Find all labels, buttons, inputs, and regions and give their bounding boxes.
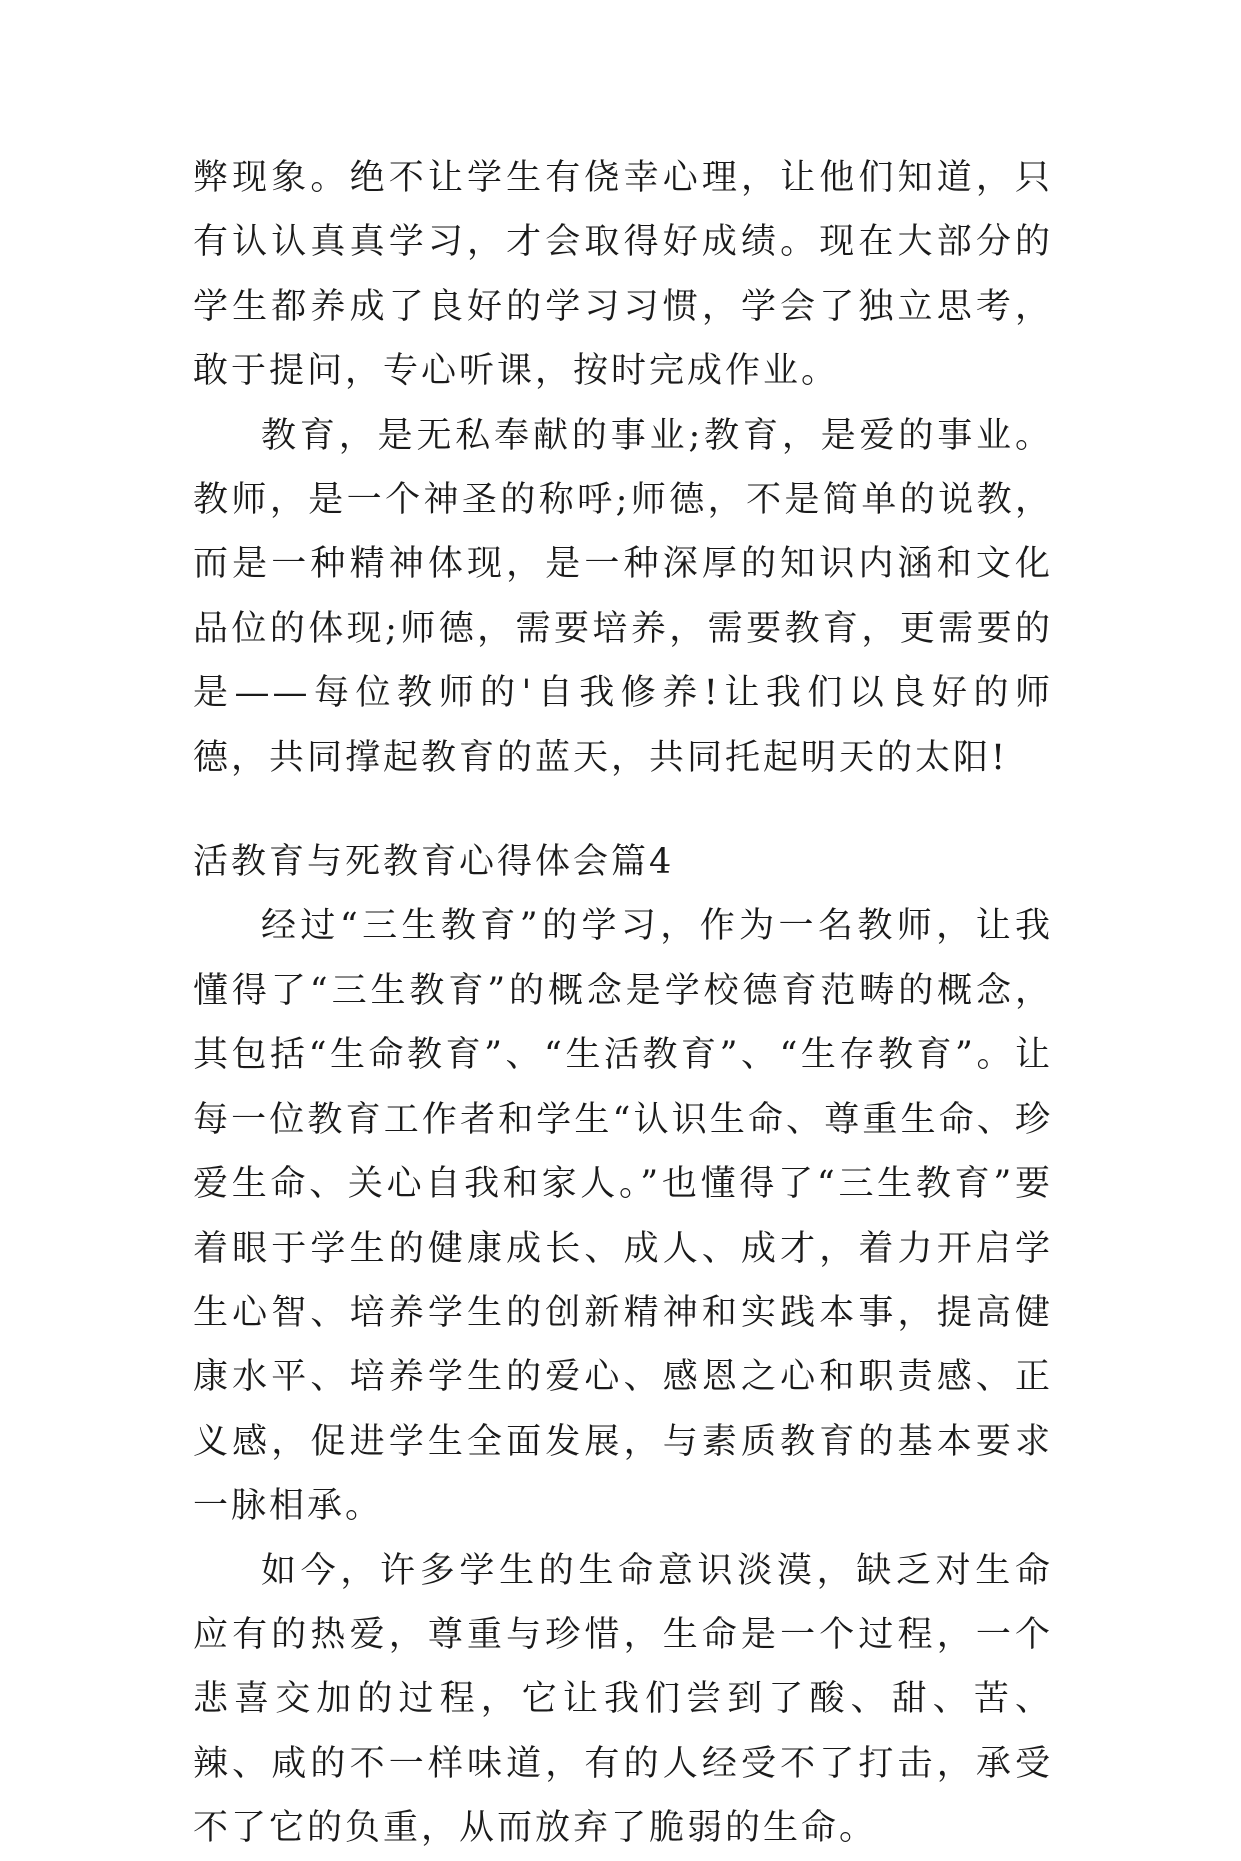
body-paragraph-4: 如今，许多学生的生命意识淡漠，缺乏对生命应有的热爱，尊重与珍惜，生命是一个过程，一个悲喜交加的过程，它让我们尝到了酸、甜、苦、辣、咸的不一样味道，有的人经受不了打击，承受不了它的负重，从而放弃了脆弱的生命。 bbox=[193, 1550, 1053, 1849]
body-paragraph-3: 经过“三生教育”的学习，作为一名教师，让我懂得了“三生教育”的概念是学校德育范畴的概念，其包括“生命教育”、“生活教育”、“生存教育”。让每一位教育工作者和学生“认识生命、尊重生命、珍爱生命、关心自我和家人。”也懂得了“三生教育”要着眼于学生的健康成长、成人、成才，着力开启学生心智、培养学生的创新精神和实践本事，提高健康水平、培养学生的爱心、感恩之心和职责感、正义感，促进学生全面发展，与素质教育的基本要求一脉相承。 bbox=[193, 906, 1053, 1527]
section-heading: 活教育与死教育心得体会篇4 bbox=[193, 842, 675, 883]
document-body bbox=[193, 146, 1053, 1861]
body-paragraph-1: 弊现象。绝不让学生有侥幸心理，让他们知道，只有认认真真学习，才会取得好成绩。现在大部分的学生都养成了良好的学习习惯，学会了独立思考，敢于提问，专心听课，按时完成作业。 bbox=[193, 158, 1053, 392]
body-paragraph-2: 教育，是无私奉献的事业;教育，是爱的事业。教师，是一个神圣的称呼;师德，不是简单的说教，而是一种精神体现，是一种深厚的知识内涵和文化品位的体现;师德，需要培养，需要教育，更需要的是——每位教师的'自我修养!让我们以良好的师德，共同撑起教育的蓝天，共同托起明天的太阳! bbox=[193, 415, 1053, 778]
